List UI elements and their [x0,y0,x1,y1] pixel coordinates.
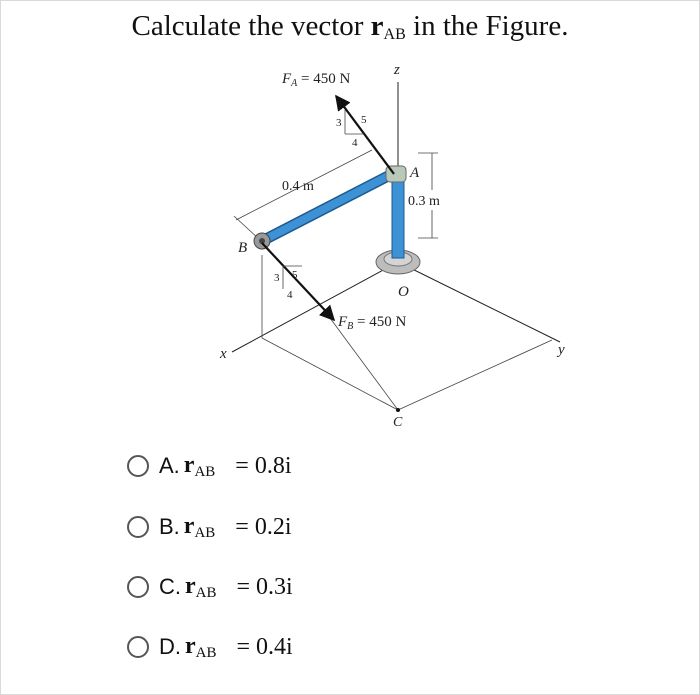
option-vector: $r_{AB}$ [183,512,216,541]
guide-line [262,338,398,410]
guide-line [330,318,398,410]
dim-horizontal-label: 0.4 m [282,179,314,194]
option-letter: B. [159,514,180,539]
radio-button-b[interactable] [127,516,149,538]
point-c-label: C [393,415,403,430]
option-letter: A. [159,453,180,478]
y-axis [398,262,560,342]
question-prefix: Calculate the vector [131,10,371,42]
point-a-label: A [410,165,420,181]
slope-a-4: 4 [352,137,358,149]
point-o-label: O [398,284,409,300]
force-a-label: $F_A = 450$ N [282,71,351,89]
option-value: = 0.3i [236,573,293,600]
option-d[interactable] [127,627,293,667]
point-b-label: B [238,240,248,256]
x-axis [232,262,398,352]
option-vector: $r_{AB}$ [183,451,216,480]
force-b-arrow [262,243,334,320]
radio-button-a[interactable] [127,455,149,477]
axis-z-label: z [394,62,400,78]
option-vector: $r_{AB}$ [185,632,217,661]
radio-button-c[interactable] [127,576,149,598]
option-value: = 0.4i [236,633,293,660]
question-vector-sub: AB [383,26,406,43]
dim-vertical-label: 0.3 m [408,194,440,209]
radio-button-d[interactable] [127,636,149,658]
slope-b-3: 3 [274,272,280,284]
option-letter: C. [159,574,181,599]
option-b[interactable] [127,507,292,547]
slope-a-3: 3 [336,117,342,129]
guide-line [398,340,552,410]
option-a[interactable] [127,446,292,486]
slope-b-5: 5 [292,269,298,281]
force-a-arrow [336,96,394,174]
point-c-marker [396,408,400,412]
vertical-pipe [392,176,404,258]
slope-b-4: 4 [287,289,293,301]
axis-y-label: y [558,342,565,358]
question-vector: r [370,10,384,42]
force-b-label: $F_B = 450$ N [338,314,407,332]
axis-x-label: x [220,346,227,362]
option-letter: D. [159,634,181,659]
option-c[interactable] [127,567,293,607]
option-value: = 0.8i [235,452,292,479]
slope-a-5: 5 [361,114,367,126]
option-value: = 0.2i [235,513,292,540]
question-suffix: in the Figure. [405,10,569,42]
option-vector: $r_{AB}$ [185,572,217,601]
